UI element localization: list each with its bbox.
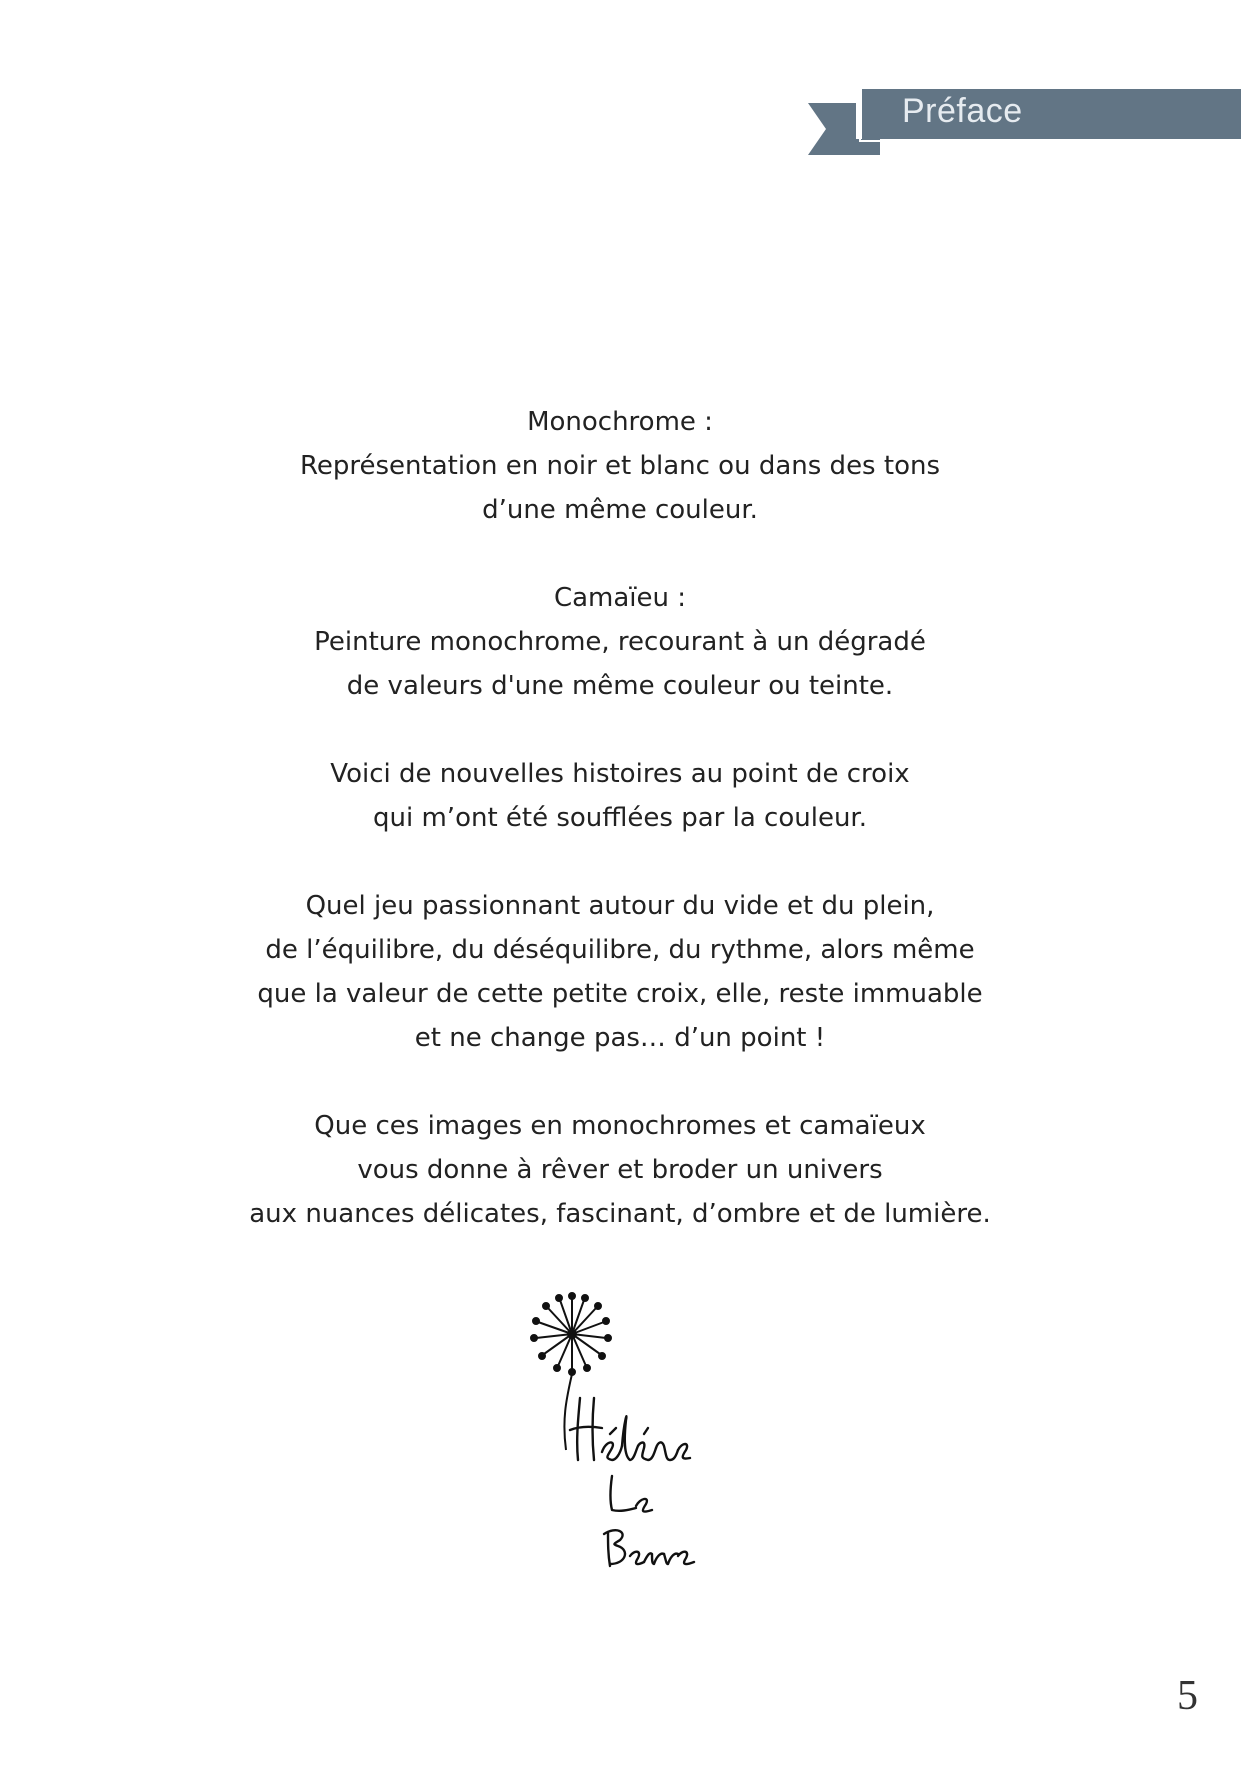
text-line: vous donne à rêver et broder un univers xyxy=(357,1155,883,1185)
section-ribbon xyxy=(800,85,1241,157)
page-number: 5 xyxy=(1177,1673,1198,1719)
paragraph-intro xyxy=(230,752,1010,840)
text-line: Représentation en noir et blanc ou dans des tons xyxy=(300,451,940,481)
preface-body xyxy=(230,400,1010,1280)
text-line: de valeurs d'une même couleur ou teinte. xyxy=(346,671,894,701)
paragraph-game xyxy=(230,884,1010,1060)
text-line: et ne change pas… d’un point ! xyxy=(414,1023,826,1053)
author-signature xyxy=(520,1270,720,1570)
text-line: que la valeur de cette petite croix, elle, reste immuable xyxy=(257,979,983,1009)
text-line: Que ces images en monochromes et camaïeux xyxy=(314,1111,926,1141)
text-line: qui m’ont été soufflées par la couleur. xyxy=(373,803,867,833)
text-line: Monochrome : xyxy=(527,407,713,437)
text-line: Voici de nouvelles histoires au point de croix xyxy=(330,759,910,789)
paragraph-closing xyxy=(230,1104,1010,1236)
definition-monochrome xyxy=(230,400,1010,532)
text-line: Camaïeu : xyxy=(553,583,687,613)
text-line: d’une même couleur. xyxy=(482,495,758,525)
dandelion-icon xyxy=(520,1270,720,1570)
text-line: de l’équilibre, du déséquilibre, du rythme, alors même xyxy=(265,935,975,965)
text-line: Quel jeu passionnant autour du vide et du plein, xyxy=(305,891,935,921)
text-line: aux nuances délicates, fascinant, d’ombre et de lumière. xyxy=(249,1199,991,1229)
text-line: Peinture monochrome, recourant à un dégradé xyxy=(314,627,926,657)
definition-camaieu xyxy=(230,576,1010,708)
section-title: Préface xyxy=(902,92,1023,130)
